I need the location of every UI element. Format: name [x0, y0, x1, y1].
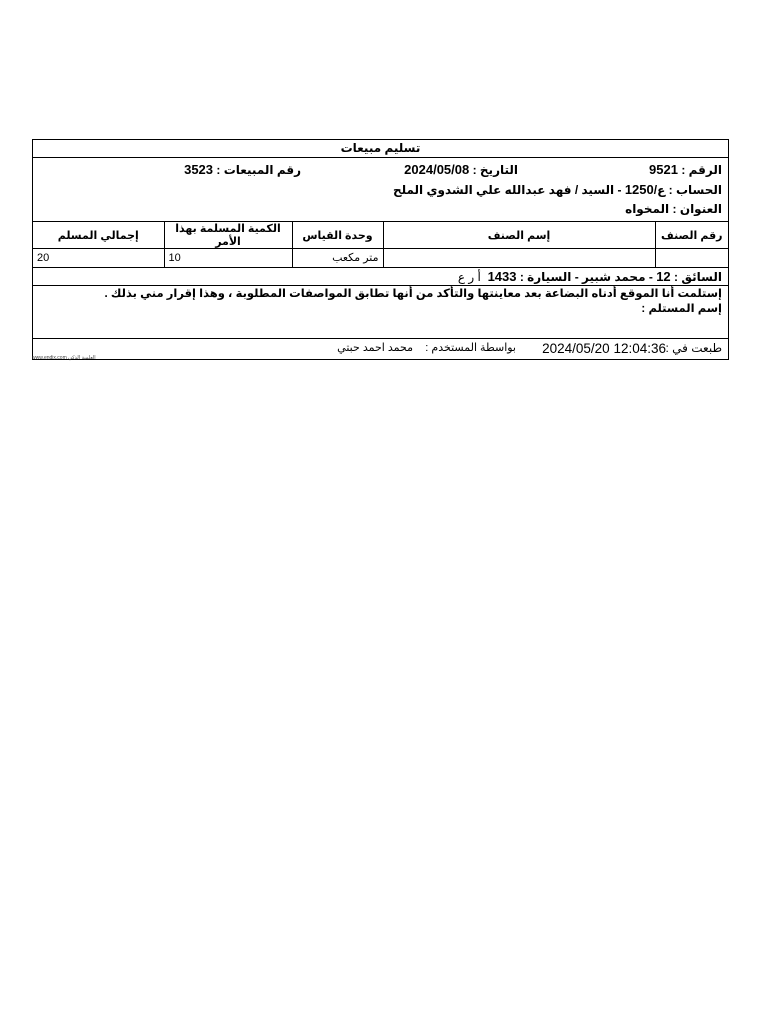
table-row — [33, 249, 728, 267]
address-value: المخواه — [625, 202, 670, 216]
cell-unit: متر مكعب — [292, 249, 383, 267]
brand-arabic: العلمية الذكي — [68, 355, 96, 361]
document-title: تسليم مبيعات — [33, 140, 728, 158]
address-label: العنوان : — [672, 202, 722, 216]
account-name: - السيد / فهد عبدالله علي الشدوي الملح — [392, 183, 622, 197]
cell-item-number — [655, 249, 728, 267]
driver-name: - محمد شبير - السيارة : — [519, 269, 653, 284]
date-line — [404, 162, 518, 177]
document-number: 9521 — [649, 162, 678, 177]
table-header-row — [33, 222, 728, 249]
user-label: بواسطة المستخدم : — [425, 341, 516, 354]
user-name: محمد احمد حبتي — [337, 341, 413, 354]
document-date: 2024/05/08 — [404, 162, 470, 177]
number-label: الرقم : — [681, 163, 722, 177]
printed-label: طبعت في : — [665, 340, 722, 355]
receipt-section — [33, 286, 728, 339]
items-table-wrapper — [33, 222, 728, 268]
car-plate: أ ر ع — [457, 269, 481, 284]
document-header — [33, 158, 728, 222]
sales-number-line — [184, 162, 301, 177]
printed-at: 2024/05/20 12:04:36 — [542, 340, 666, 356]
brand-url: www.endix.com — [32, 355, 67, 361]
header-item-number: رقم الصنف — [655, 222, 728, 249]
sales-number-label: رقم المبيعات : — [216, 163, 301, 177]
number-line — [649, 162, 722, 177]
date-label: التاريخ : — [472, 163, 518, 177]
address-line — [625, 202, 722, 216]
cell-total-delivered: 20 — [37, 251, 50, 264]
header-unit: وحدة القياس — [292, 222, 383, 249]
cell-item-name — [383, 249, 655, 267]
brand-footer — [32, 355, 96, 361]
receipt-statement: إستلمت أنا الموقع أدناه البضاعة بعد معاينتها والتأكد من أنها تطابق المواصفات المطلوبة ، وهذا إقرار مني بذلك . — [104, 287, 722, 300]
account-line — [393, 182, 722, 197]
driver-line — [33, 268, 728, 286]
sales-number: 3523 — [184, 162, 214, 177]
car-number: 1433 — [487, 268, 517, 284]
sales-delivery-document — [32, 139, 729, 360]
driver-code: 12 — [656, 268, 671, 284]
account-code: 1250 — [624, 182, 654, 197]
header-delivered-qty: الكمية المسلمة بهذا الأمر — [164, 222, 292, 249]
cell-delivered-qty: 10 — [164, 249, 292, 267]
recipient-label: إسم المستلم : — [641, 302, 722, 315]
items-table — [33, 222, 728, 267]
print-footer — [33, 339, 728, 359]
header-item-name: إسم الصنف — [383, 222, 655, 249]
driver-label: السائق : — [674, 269, 722, 284]
account-label: الحساب : ع/ — [653, 183, 722, 197]
header-total-delivered: إجمالي المسلم — [33, 222, 164, 249]
